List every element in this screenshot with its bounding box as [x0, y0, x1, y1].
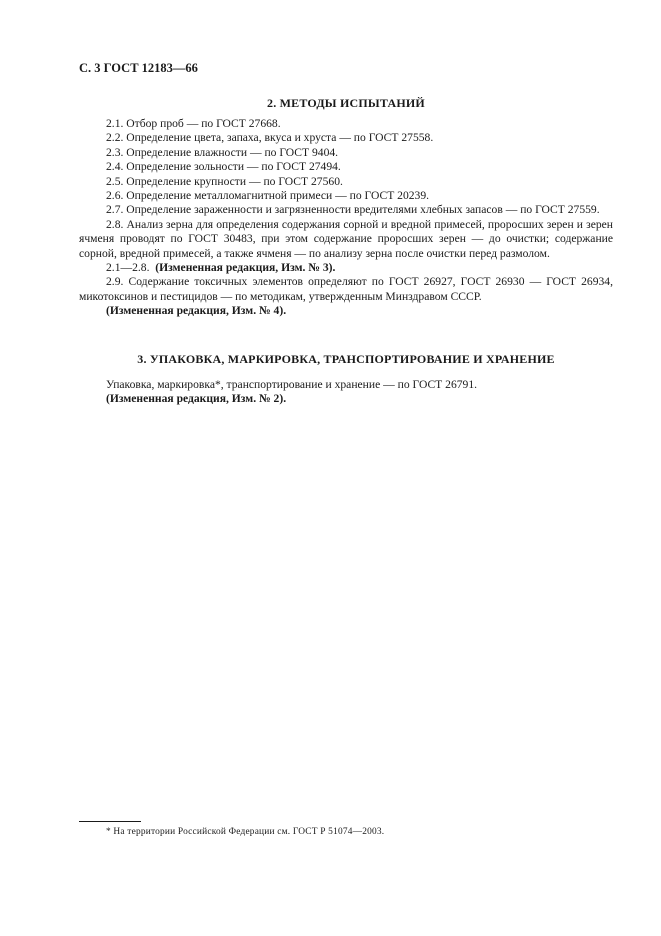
clause-2-4: 2.4. Определение зольности — по ГОСТ 27494. — [106, 160, 341, 174]
clause-2-5: 2.5. Определение крупности — по ГОСТ 27560. — [106, 174, 343, 188]
footnote-divider — [79, 821, 141, 822]
amendment-range: 2.1—2.8. — [106, 261, 150, 275]
amendment-note-2-1-2-8 — [79, 261, 613, 275]
section-3-title: 3. УПАКОВКА, МАРКИРОВКА, ТРАНСПОРТИРОВАНИЕ И ХРАНЕНИЕ — [137, 352, 555, 366]
clause-2-8: 2.8. Анализ зерна для определения содержания сорной и вредной примесей, проросших зерен и зерен ячменя проводят по ГОСТ 30483, при этом содержание проросших зерен — до очистки; содержание сорной, вредной примесей, а также ячменя — по анализу зерна после очистки перед размолом. — [79, 217, 613, 260]
clause-2-2: 2.2. Определение цвета, запаха, вкуса и хруста — по ГОСТ 27558. — [106, 131, 434, 145]
footnote: * На территории Российской Федерации см. ГОСТ Р 51074—2003. — [106, 827, 385, 837]
clause-2-3: 2.3. Определение влажности — по ГОСТ 9404. — [106, 145, 339, 159]
amendment-note-2-9: (Измененная редакция, Изм. № 4). — [106, 304, 287, 318]
clause-2-6: 2.6. Определение металломагнитной примеси — по ГОСТ 20239. — [106, 189, 430, 203]
section-2-body — [79, 117, 613, 319]
section-3-text: Упаковка, маркировка*, транспортирование и хранение — по ГОСТ 26791. — [106, 378, 478, 391]
clause-2-9: 2.9. Содержание токсичных элементов определяют по ГОСТ 26927, ГОСТ 26930 — ГОСТ 26934, микотоксинов и пестицидов — по методикам, утвержденным Минздравом СССР. — [79, 275, 613, 303]
clause-2-1: 2.1. Отбор проб — по ГОСТ 27668. — [106, 117, 281, 130]
section-3-body — [79, 378, 613, 407]
clause-2-7: 2.7. Определение зараженности и загрязненности вредителями хлебных запасов — по ГОСТ 27559. — [106, 203, 600, 217]
section-2-title: 2. МЕТОДЫ ИСПЫТАНИЙ — [267, 96, 425, 110]
page-header: С. 3 ГОСТ 12183—66 — [79, 61, 198, 75]
amendment-note-3: (Измененная редакция, Изм. № 2). — [106, 392, 287, 406]
amendment-text: (Измененная редакция, Изм. № 3). — [155, 261, 336, 275]
